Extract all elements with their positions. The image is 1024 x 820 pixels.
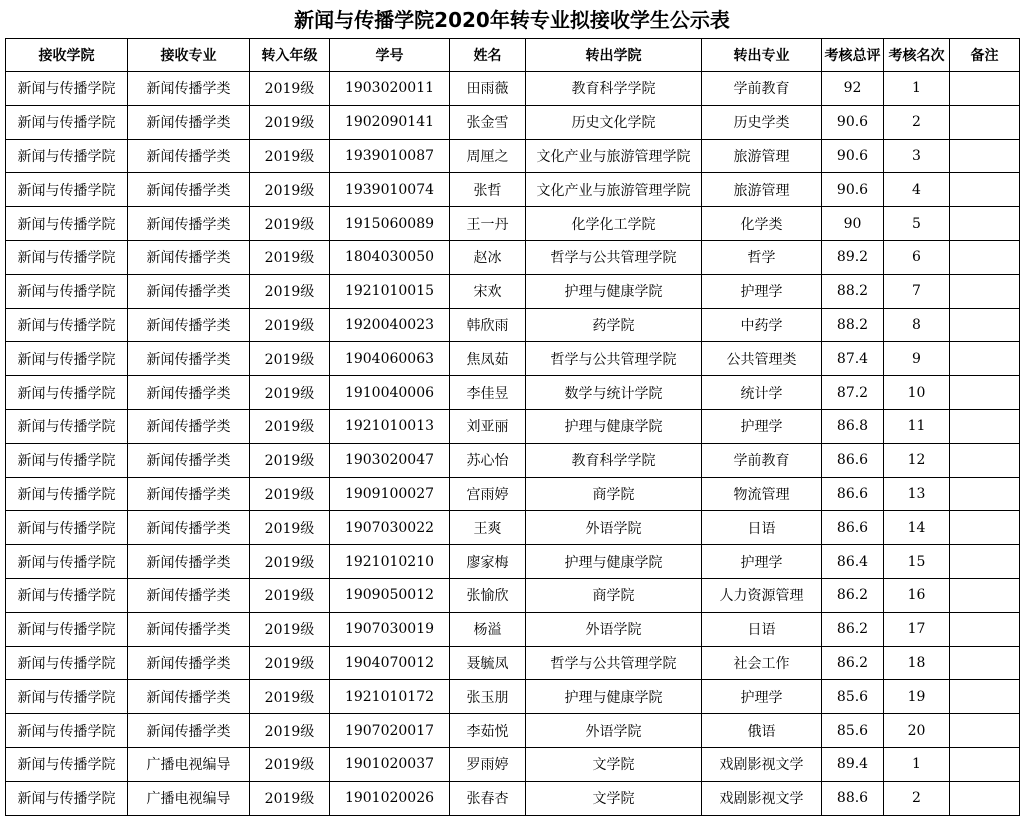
table-row — [6, 274, 1020, 308]
table-cell: 人力资源管理 — [702, 578, 822, 612]
table-row — [6, 105, 1020, 139]
table-row — [6, 139, 1020, 173]
table-cell: 1939010087 — [330, 139, 450, 173]
table-row — [6, 207, 1020, 241]
table-cell: 新闻与传播学院 — [6, 680, 128, 714]
table-cell: 宋欢 — [450, 274, 526, 308]
table-cell — [950, 139, 1020, 173]
table-cell: 新闻与传播学院 — [6, 477, 128, 511]
table-cell: 新闻与传播学院 — [6, 409, 128, 443]
table-cell: 外语学院 — [526, 511, 702, 545]
table-cell: 新闻传播学类 — [128, 139, 250, 173]
table-cell — [950, 714, 1020, 748]
table-cell: 2019级 — [250, 240, 330, 274]
table-cell — [950, 409, 1020, 443]
table-cell: 2019级 — [250, 511, 330, 545]
table-row — [6, 646, 1020, 680]
table-cell: 李茹悦 — [450, 714, 526, 748]
table-cell: 新闻传播学类 — [128, 105, 250, 139]
table-cell: 7 — [884, 274, 950, 308]
table-cell: 新闻传播学类 — [128, 173, 250, 207]
table-cell: 中药学 — [702, 308, 822, 342]
table-cell: 外语学院 — [526, 714, 702, 748]
table-cell: 新闻与传播学院 — [6, 646, 128, 680]
table-cell: 张愉欣 — [450, 578, 526, 612]
table-cell: 商学院 — [526, 578, 702, 612]
table-cell: 新闻传播学类 — [128, 511, 250, 545]
table-cell: 新闻传播学类 — [128, 714, 250, 748]
table-cell: 1904060063 — [330, 342, 450, 376]
table-cell: 85.6 — [822, 714, 884, 748]
table-cell: 2019级 — [250, 781, 330, 815]
table-cell: 2019级 — [250, 747, 330, 781]
table-cell: 新闻传播学类 — [128, 545, 250, 579]
table-cell: 药学院 — [526, 308, 702, 342]
table-cell: 1804030050 — [330, 240, 450, 274]
table-cell: 新闻传播学类 — [128, 443, 250, 477]
table-cell: 教育科学学院 — [526, 72, 702, 106]
table-cell: 2019级 — [250, 308, 330, 342]
table-cell: 商学院 — [526, 477, 702, 511]
header-cell: 备注 — [950, 39, 1020, 72]
table-cell: 聂毓凤 — [450, 646, 526, 680]
table-cell — [950, 72, 1020, 106]
table-cell: 2019级 — [250, 342, 330, 376]
table-cell: 新闻传播学类 — [128, 646, 250, 680]
header-cell: 转出学院 — [526, 39, 702, 72]
table-cell: 90.6 — [822, 139, 884, 173]
table-cell: 文学院 — [526, 781, 702, 815]
table-cell: 15 — [884, 545, 950, 579]
table-cell: 新闻与传播学院 — [6, 545, 128, 579]
table-cell: 87.4 — [822, 342, 884, 376]
table-cell: 新闻传播学类 — [128, 240, 250, 274]
table-row — [6, 173, 1020, 207]
table-cell: 罗雨婷 — [450, 747, 526, 781]
table-cell: 护理与健康学院 — [526, 545, 702, 579]
table-cell — [950, 207, 1020, 241]
table-cell: 92 — [822, 72, 884, 106]
table-cell: 3 — [884, 139, 950, 173]
table-cell: 1921010172 — [330, 680, 450, 714]
header-cell: 姓名 — [450, 39, 526, 72]
table-cell: 17 — [884, 612, 950, 646]
table-cell: 刘亚丽 — [450, 409, 526, 443]
table-cell: 俄语 — [702, 714, 822, 748]
table-cell: 11 — [884, 409, 950, 443]
table-cell: 历史学类 — [702, 105, 822, 139]
table-cell: 12 — [884, 443, 950, 477]
table-cell: 10 — [884, 376, 950, 410]
table-cell: 数学与统计学院 — [526, 376, 702, 410]
header-cell: 考核总评 — [822, 39, 884, 72]
table-cell: 2019级 — [250, 409, 330, 443]
table-cell: 86.2 — [822, 578, 884, 612]
table-cell: 文化产业与旅游管理学院 — [526, 139, 702, 173]
table-cell — [950, 747, 1020, 781]
table-row — [6, 781, 1020, 815]
table-cell: 新闻传播学类 — [128, 376, 250, 410]
table-cell: 新闻与传播学院 — [6, 105, 128, 139]
table-cell: 1915060089 — [330, 207, 450, 241]
table-cell: 新闻与传播学院 — [6, 139, 128, 173]
table-cell: 18 — [884, 646, 950, 680]
table-cell: 外语学院 — [526, 612, 702, 646]
table-cell: 86.6 — [822, 511, 884, 545]
table-cell: 学前教育 — [702, 72, 822, 106]
table-cell: 2019级 — [250, 477, 330, 511]
table-cell — [950, 105, 1020, 139]
table-cell: 哲学与公共管理学院 — [526, 240, 702, 274]
table-cell: 2019级 — [250, 139, 330, 173]
table-cell: 1921010210 — [330, 545, 450, 579]
table-cell: 2019级 — [250, 173, 330, 207]
table-cell: 护理学 — [702, 545, 822, 579]
table-cell: 1901020037 — [330, 747, 450, 781]
table-cell: 哲学 — [702, 240, 822, 274]
table-cell: 1920040023 — [330, 308, 450, 342]
table-cell: 新闻与传播学院 — [6, 612, 128, 646]
table-cell — [950, 477, 1020, 511]
table-row — [6, 376, 1020, 410]
table-cell: 1901020026 — [330, 781, 450, 815]
table-row — [6, 72, 1020, 106]
table-cell: 86.4 — [822, 545, 884, 579]
table-cell: 2019级 — [250, 545, 330, 579]
table-cell — [950, 646, 1020, 680]
header-cell: 接收专业 — [128, 39, 250, 72]
table-cell: 20 — [884, 714, 950, 748]
page-title: 新闻与传播学院2020年转专业拟接收学生公示表 — [294, 8, 730, 32]
table-cell: 90.6 — [822, 105, 884, 139]
table-cell: 苏心怡 — [450, 443, 526, 477]
table-cell: 张玉朋 — [450, 680, 526, 714]
table-cell: 护理学 — [702, 680, 822, 714]
table-cell: 1902090141 — [330, 105, 450, 139]
table-cell: 新闻传播学类 — [128, 207, 250, 241]
table-cell: 护理学 — [702, 409, 822, 443]
table-cell: 新闻传播学类 — [128, 578, 250, 612]
table-cell: 广播电视编导 — [128, 781, 250, 815]
table-cell — [950, 545, 1020, 579]
table-cell: 化学类 — [702, 207, 822, 241]
table-cell: 4 — [884, 173, 950, 207]
table-cell: 新闻与传播学院 — [6, 376, 128, 410]
table-cell: 2019级 — [250, 72, 330, 106]
table-cell: 新闻与传播学院 — [6, 72, 128, 106]
table-cell: 新闻传播学类 — [128, 680, 250, 714]
table-cell: 2019级 — [250, 376, 330, 410]
table-cell — [950, 240, 1020, 274]
table-cell — [950, 578, 1020, 612]
table-cell: 16 — [884, 578, 950, 612]
table-cell: 新闻与传播学院 — [6, 747, 128, 781]
table-cell: 新闻与传播学院 — [6, 443, 128, 477]
table-cell: 6 — [884, 240, 950, 274]
table-cell: 新闻与传播学院 — [6, 274, 128, 308]
table-cell: 8 — [884, 308, 950, 342]
table-cell: 哲学与公共管理学院 — [526, 646, 702, 680]
table-cell: 新闻与传播学院 — [6, 308, 128, 342]
table-cell: 1903020047 — [330, 443, 450, 477]
table-cell — [950, 511, 1020, 545]
table-cell — [950, 612, 1020, 646]
header-cell: 转入年级 — [250, 39, 330, 72]
table-cell: 新闻与传播学院 — [6, 173, 128, 207]
table-cell: 1921010015 — [330, 274, 450, 308]
table-cell: 90 — [822, 207, 884, 241]
student-roster-table — [5, 38, 1020, 816]
table-cell: 2 — [884, 781, 950, 815]
table-cell: 2019级 — [250, 646, 330, 680]
table-cell: 88.2 — [822, 274, 884, 308]
table-cell — [950, 376, 1020, 410]
table-cell: 89.4 — [822, 747, 884, 781]
table-cell: 张春杏 — [450, 781, 526, 815]
table-cell: 1 — [884, 72, 950, 106]
table-cell — [950, 781, 1020, 815]
table-cell: 14 — [884, 511, 950, 545]
table-cell: 86.2 — [822, 646, 884, 680]
table-row — [6, 680, 1020, 714]
table-cell: 李佳昱 — [450, 376, 526, 410]
table-cell: 戏剧影视文学 — [702, 747, 822, 781]
table-cell: 教育科学学院 — [526, 443, 702, 477]
table-cell: 新闻与传播学院 — [6, 207, 128, 241]
table-cell: 86.8 — [822, 409, 884, 443]
table-row — [6, 578, 1020, 612]
table-cell: 90.6 — [822, 173, 884, 207]
table-cell: 学前教育 — [702, 443, 822, 477]
table-cell: 日语 — [702, 511, 822, 545]
table-cell: 物流管理 — [702, 477, 822, 511]
table-cell: 化学化工学院 — [526, 207, 702, 241]
table-row — [6, 443, 1020, 477]
table-cell: 1921010013 — [330, 409, 450, 443]
header-cell: 考核名次 — [884, 39, 950, 72]
table-cell: 9 — [884, 342, 950, 376]
table-cell: 新闻与传播学院 — [6, 511, 128, 545]
table-cell: 85.6 — [822, 680, 884, 714]
table-cell: 新闻与传播学院 — [6, 578, 128, 612]
table-cell — [950, 342, 1020, 376]
table-cell: 1907020017 — [330, 714, 450, 748]
table-cell: 焦凤茹 — [450, 342, 526, 376]
table-cell: 2019级 — [250, 714, 330, 748]
table-cell: 杨溢 — [450, 612, 526, 646]
table-cell: 周厘之 — [450, 139, 526, 173]
table-cell: 文学院 — [526, 747, 702, 781]
table-cell: 1907030019 — [330, 612, 450, 646]
table-cell: 2019级 — [250, 207, 330, 241]
table-row — [6, 545, 1020, 579]
table-cell: 2019级 — [250, 443, 330, 477]
table-cell: 86.6 — [822, 443, 884, 477]
table-cell: 1909100027 — [330, 477, 450, 511]
table-cell: 新闻传播学类 — [128, 342, 250, 376]
table-cell — [950, 173, 1020, 207]
table-cell: 1910040006 — [330, 376, 450, 410]
table-cell: 86.2 — [822, 612, 884, 646]
table-cell: 护理学 — [702, 274, 822, 308]
table-cell: 新闻传播学类 — [128, 72, 250, 106]
table-cell: 田雨薇 — [450, 72, 526, 106]
table-cell: 公共管理类 — [702, 342, 822, 376]
table-cell: 19 — [884, 680, 950, 714]
table-cell: 新闻传播学类 — [128, 409, 250, 443]
table-cell: 社会工作 — [702, 646, 822, 680]
table-cell: 赵冰 — [450, 240, 526, 274]
table-row — [6, 409, 1020, 443]
header-cell: 转出专业 — [702, 39, 822, 72]
table-cell: 2019级 — [250, 274, 330, 308]
table-cell: 2019级 — [250, 105, 330, 139]
table-cell — [950, 308, 1020, 342]
table-cell: 1909050012 — [330, 578, 450, 612]
table-row — [6, 511, 1020, 545]
table-cell: 新闻与传播学院 — [6, 240, 128, 274]
table-row — [6, 308, 1020, 342]
table-cell: 89.2 — [822, 240, 884, 274]
table-cell: 2019级 — [250, 612, 330, 646]
table-cell: 旅游管理 — [702, 173, 822, 207]
header-row — [6, 39, 1020, 72]
table-cell: 88.6 — [822, 781, 884, 815]
table-row — [6, 747, 1020, 781]
table-body — [6, 72, 1020, 816]
table-row — [6, 612, 1020, 646]
table-cell: 86.6 — [822, 477, 884, 511]
table-cell: 张哲 — [450, 173, 526, 207]
table-row — [6, 477, 1020, 511]
table-cell: 戏剧影视文学 — [702, 781, 822, 815]
table-row — [6, 714, 1020, 748]
table-cell: 日语 — [702, 612, 822, 646]
table-cell: 历史文化学院 — [526, 105, 702, 139]
table-cell: 1903020011 — [330, 72, 450, 106]
table-cell: 88.2 — [822, 308, 884, 342]
table-cell: 1904070012 — [330, 646, 450, 680]
table-cell: 宫雨婷 — [450, 477, 526, 511]
header-cell: 学号 — [330, 39, 450, 72]
table-cell: 2 — [884, 105, 950, 139]
table-cell: 1 — [884, 747, 950, 781]
table-cell: 新闻与传播学院 — [6, 714, 128, 748]
table-cell: 王爽 — [450, 511, 526, 545]
table-cell: 新闻传播学类 — [128, 308, 250, 342]
table-cell: 护理与健康学院 — [526, 409, 702, 443]
table-cell: 文化产业与旅游管理学院 — [526, 173, 702, 207]
table-cell: 2019级 — [250, 680, 330, 714]
table-cell: 新闻传播学类 — [128, 477, 250, 511]
table-cell: 旅游管理 — [702, 139, 822, 173]
table-cell: 新闻与传播学院 — [6, 781, 128, 815]
table-cell: 5 — [884, 207, 950, 241]
table-cell — [950, 274, 1020, 308]
table-cell: 廖家梅 — [450, 545, 526, 579]
table-cell: 广播电视编导 — [128, 747, 250, 781]
table-cell: 1939010074 — [330, 173, 450, 207]
table-cell: 韩欣雨 — [450, 308, 526, 342]
header-cell: 接收学院 — [6, 39, 128, 72]
table-cell: 87.2 — [822, 376, 884, 410]
table-cell — [950, 680, 1020, 714]
table-cell: 哲学与公共管理学院 — [526, 342, 702, 376]
table-cell: 王一丹 — [450, 207, 526, 241]
table-cell: 13 — [884, 477, 950, 511]
table-cell — [950, 443, 1020, 477]
table-cell: 统计学 — [702, 376, 822, 410]
table-row — [6, 240, 1020, 274]
table-cell: 1907030022 — [330, 511, 450, 545]
table-cell: 护理与健康学院 — [526, 274, 702, 308]
table-cell: 护理与健康学院 — [526, 680, 702, 714]
table-row — [6, 342, 1020, 376]
table-cell: 新闻传播学类 — [128, 612, 250, 646]
table-cell: 新闻传播学类 — [128, 274, 250, 308]
table-cell: 张金雪 — [450, 105, 526, 139]
table-cell: 新闻与传播学院 — [6, 342, 128, 376]
table-cell: 2019级 — [250, 578, 330, 612]
